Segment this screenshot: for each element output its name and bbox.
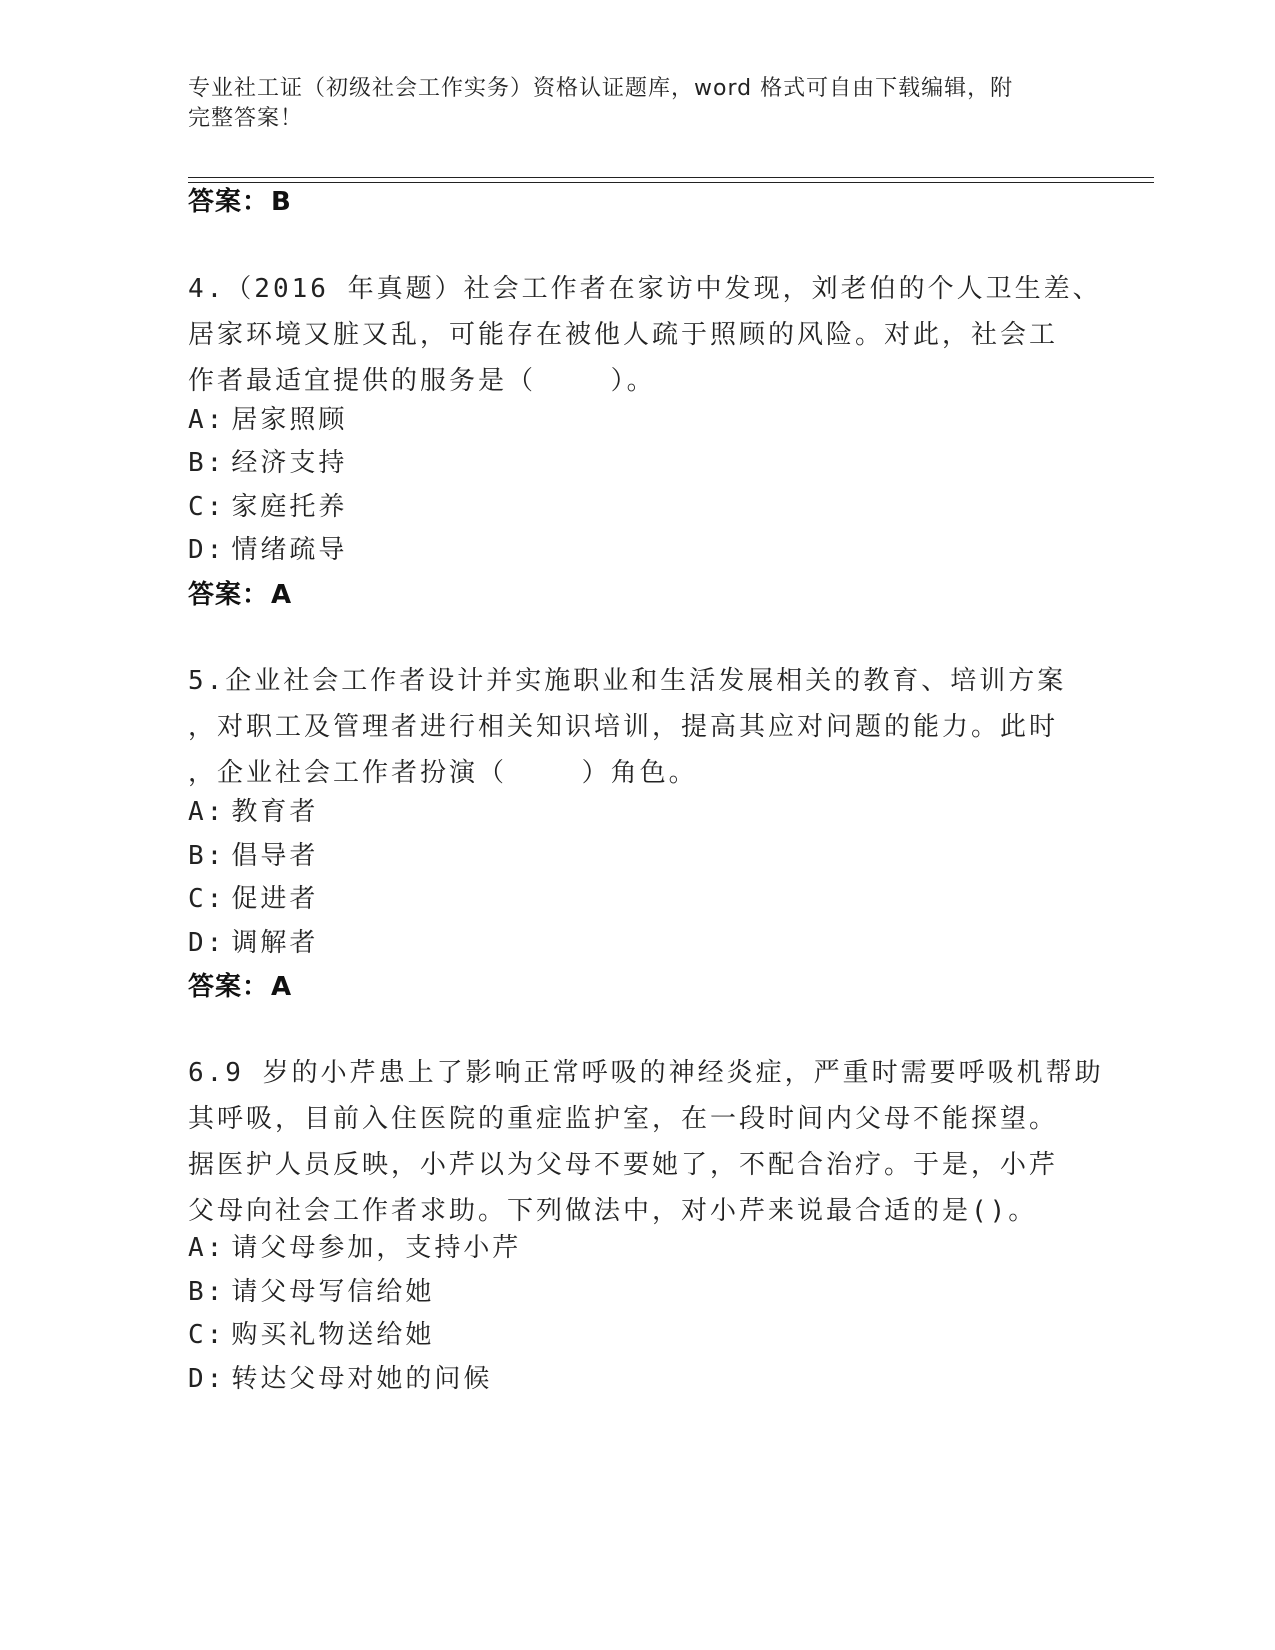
option-b[interactable] (188, 440, 347, 486)
answer-prev (188, 185, 292, 219)
answer-label: 答案： (188, 187, 270, 217)
question-line: 4.（2016 年真题）社会工作者在家访中发现，刘老伯的个人卫生差、 (188, 274, 1102, 304)
option-d[interactable] (188, 920, 318, 966)
option-key: D: (188, 535, 226, 565)
question-4 (188, 266, 1102, 404)
option-key: C: (188, 492, 226, 522)
option-a[interactable] (188, 789, 318, 835)
option-key: C: (188, 1320, 226, 1350)
header-line-2: 完整答案！ (188, 106, 304, 131)
option-c[interactable] (188, 876, 318, 922)
answer-value: A (271, 972, 293, 1002)
option-d[interactable] (188, 1356, 492, 1402)
page-header (188, 74, 1088, 134)
header-line-1: 专业社工证（初级社会工作实务）资格认证题库，word 格式可自由下载编辑，附 (188, 76, 1014, 101)
question-6 (188, 1050, 1104, 1234)
option-key: B: (188, 841, 226, 871)
option-text: 经济支持 (231, 448, 348, 478)
option-text: 倡导者 (231, 841, 319, 871)
option-b[interactable] (188, 833, 318, 879)
option-key: D: (188, 928, 226, 958)
option-key: A: (188, 797, 226, 827)
header-divider-top (188, 177, 1154, 178)
option-a[interactable] (188, 1225, 521, 1271)
option-text: 家庭托养 (231, 492, 348, 522)
option-a[interactable] (188, 397, 347, 443)
question-line: 作者最适宜提供的服务是（ ）。 (188, 366, 656, 396)
option-text: 居家照顾 (231, 405, 348, 435)
option-text: 请父母参加，支持小芹 (231, 1233, 522, 1263)
question-line: 居家环境又脏又乱，可能存在被他人疏于照顾的风险。对此，社会工 (188, 320, 1059, 350)
header-divider-bottom (188, 182, 1154, 183)
question-line: 其呼吸，目前入住医院的重症监护室，在一段时间内父母不能探望。 (188, 1104, 1059, 1134)
option-text: 促进者 (231, 884, 319, 914)
option-c[interactable] (188, 1312, 434, 1358)
option-key: B: (188, 448, 226, 478)
answer-q5 (188, 970, 292, 1004)
option-key: A: (188, 405, 226, 435)
option-text: 调解者 (231, 928, 319, 958)
option-text: 请父母写信给她 (231, 1277, 435, 1307)
option-key: D: (188, 1364, 226, 1394)
answer-q4 (188, 578, 292, 612)
option-text: 教育者 (231, 797, 319, 827)
question-line: 6.9 岁的小芹患上了影响正常呼吸的神经炎症，严重时需要呼吸机帮助 (188, 1058, 1104, 1088)
option-text: 情绪疏导 (231, 535, 348, 565)
option-b[interactable] (188, 1269, 434, 1315)
option-key: B: (188, 1277, 226, 1307)
answer-value: A (271, 580, 293, 610)
question-line: ，企业社会工作者扮演（ ）角色。 (188, 758, 698, 788)
option-c[interactable] (188, 484, 347, 530)
answer-value: B (271, 187, 292, 217)
question-5 (188, 658, 1088, 796)
option-key: C: (188, 884, 226, 914)
option-text: 转达父母对她的问候 (231, 1364, 493, 1394)
answer-label: 答案： (188, 580, 270, 610)
option-text: 购买礼物送给她 (231, 1320, 435, 1350)
question-line: 据医护人员反映，小芹以为父母不要她了，不配合治疗。于是，小芹 (188, 1150, 1059, 1180)
question-line: 父母向社会工作者求助。下列做法中，对小芹来说最合适的是()。 (188, 1196, 1038, 1226)
answer-label: 答案： (188, 972, 270, 1002)
option-d[interactable] (188, 527, 347, 573)
option-key: A: (188, 1233, 226, 1263)
question-line: 5.企业社会工作者设计并实施职业和生活发展相关的教育、培训方案 (188, 666, 1067, 696)
question-line: ，对职工及管理者进行相关知识培训，提高其应对问题的能力。此时 (188, 712, 1059, 742)
